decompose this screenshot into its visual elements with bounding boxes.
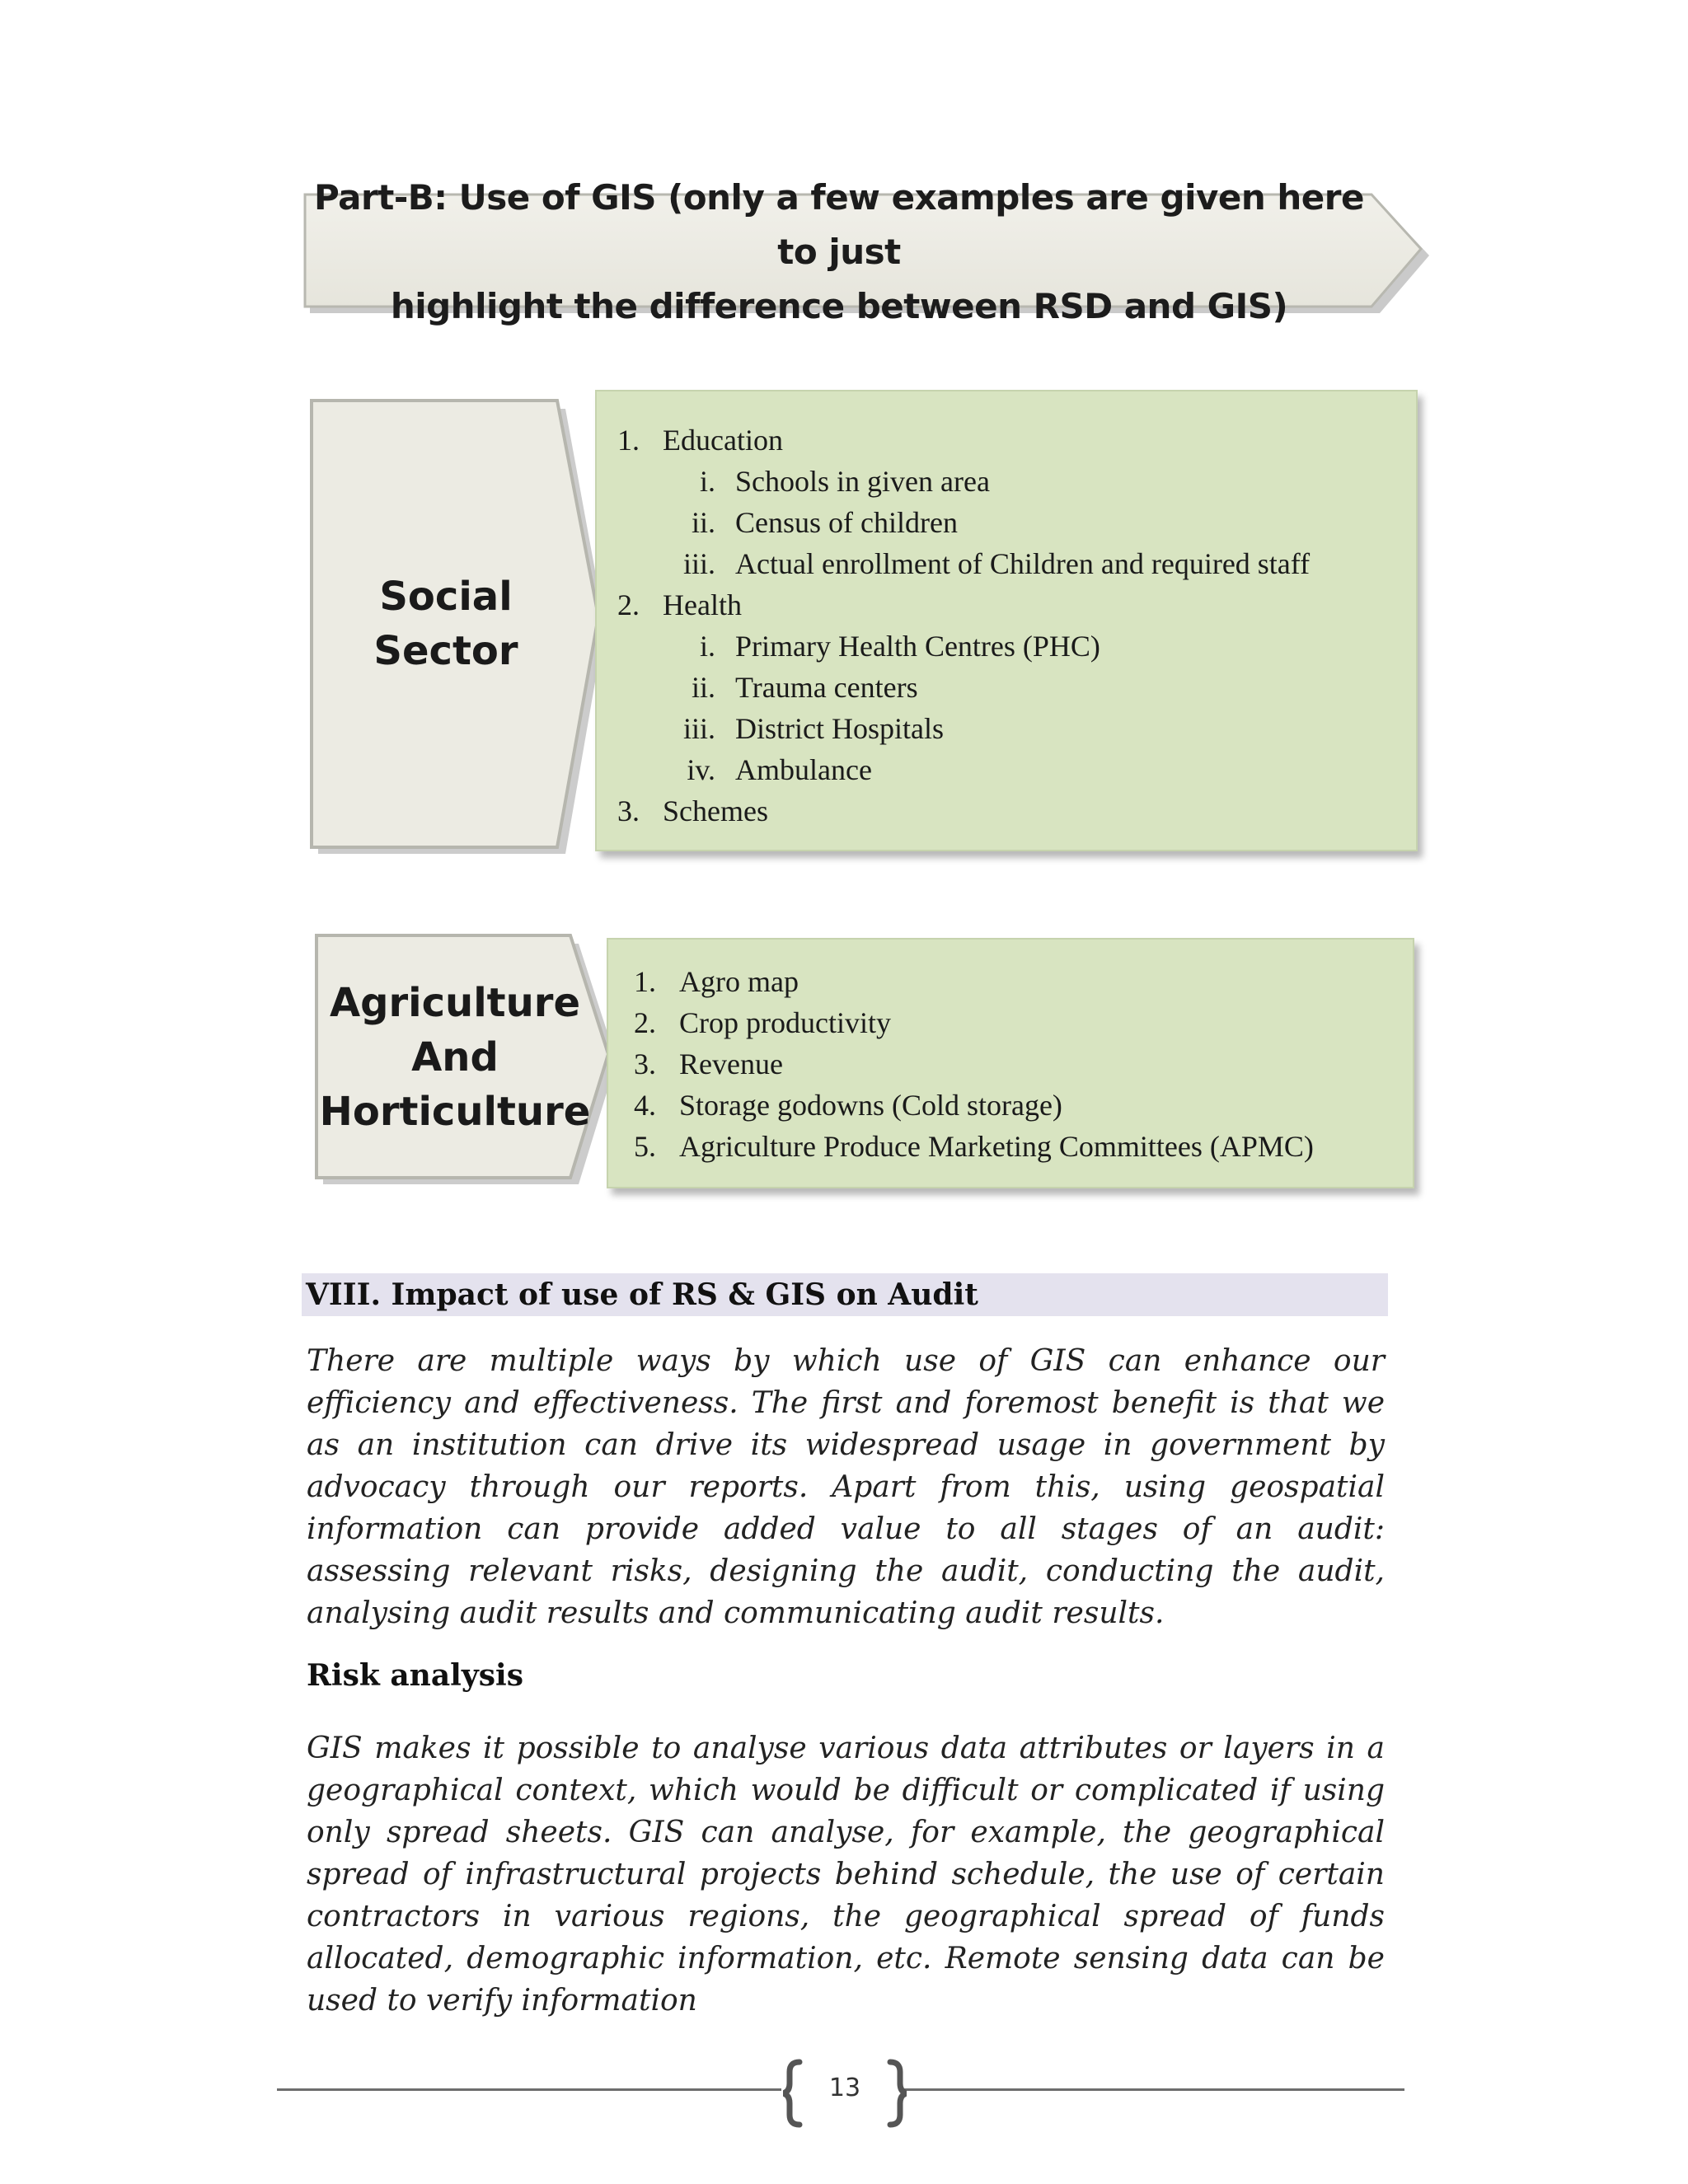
impact-paragraph: There are multiple ways by which use of GIS can enhance our efficiency and effectiveness. The first and foremost benefit is that we as an institution can drive its widespread usage in government by advocacy through our reports. Apart from this, using geospatial information can provide added value to all stages of an audit: assessing relevant risks, designing the audit, conducting the audit, analysing audit results and communicating audit results. (307, 1344, 1385, 1630)
agriculture-list-item-number: 5. (634, 1130, 656, 1163)
social-list-item-number: ii. (691, 671, 715, 704)
agriculture-list-item-number: 1. (634, 965, 656, 998)
social-list-item-text: Actual enrollment of Children and required staff (735, 547, 1311, 580)
agriculture-list-item-number: 3. (634, 1047, 656, 1080)
risk-analysis-heading: Risk analysis (307, 1658, 523, 1693)
social-list-item-text: Trauma centers (735, 671, 918, 704)
social-list-item-text: Ambulance (735, 753, 872, 786)
banner-title (303, 177, 1375, 326)
social-list-item-text: Education (663, 424, 783, 457)
agriculture-list-item-text: Agriculture Produce Marketing Committees (APMC) (679, 1130, 1314, 1163)
agriculture-list (607, 938, 1414, 1188)
section-heading: VIII. Impact of use of RS & GIS on Audit (302, 1273, 1388, 1316)
social-list-item-number: i. (699, 465, 715, 498)
banner-title-line1: Part-B: Use of GIS (only a few examples are given here to just (314, 177, 1364, 272)
social-list-item-text: Schemes (663, 794, 768, 827)
agriculture-label-line1: Agriculture (329, 980, 581, 1026)
agriculture-label-line3: Horticulture (319, 1089, 591, 1135)
social-label-line2: Sector (373, 628, 518, 674)
social-list-item-number: iv. (687, 753, 715, 786)
social-list-item-number: iii. (682, 547, 715, 580)
social-list-item-text: District Hospitals (735, 712, 944, 745)
agriculture-list-item-number: 2. (634, 1006, 656, 1039)
footer-line-left (277, 2088, 781, 2091)
social-label-line1: Social (379, 574, 513, 620)
agriculture-list-item-text: Storage godowns (Cold storage) (679, 1089, 1062, 1122)
page-number: 13 (828, 2074, 861, 2102)
social-sector-list (595, 390, 1418, 851)
social-sector-chevron (310, 399, 608, 862)
social-list-item-text: Health (663, 588, 742, 621)
agriculture-list-item-text: Crop productivity (679, 1006, 891, 1039)
social-list-item-number: iii. (682, 712, 715, 745)
agriculture-list-item-text: Revenue (679, 1047, 783, 1080)
agriculture-label-line2: And (411, 1034, 499, 1080)
agriculture-label (315, 934, 595, 1181)
social-list-item-number: 3. (617, 794, 640, 827)
social-list-item-text: Census of children (735, 506, 958, 539)
social-list-item-number: i. (699, 630, 715, 663)
part-b-banner (303, 177, 1437, 326)
risk-analysis-paragraph: GIS makes it possible to analyse various data attributes or layers in a geographical context, which would be difficult or complicated if using only spread sheets. GIS can analyse, for example, the geographical spread of infrastructural projects behind schedule, the use of certain contractors in various regions, the geographical spread of funds allocated, demographic information, etc. Remote sensing data can be used to verify information (307, 1732, 1385, 2018)
banner-title-line2: highlight the difference between RSD and GIS) (390, 286, 1288, 326)
agriculture-list-item-number: 4. (634, 1089, 656, 1122)
agriculture-chevron (315, 934, 620, 1191)
social-list-item-text: Schools in given area (735, 465, 990, 498)
social-sector-label (310, 399, 582, 849)
social-list-item-number: ii. (691, 506, 715, 539)
social-list-item-text: Primary Health Centres (PHC) (735, 630, 1100, 663)
social-list-item-number: 2. (617, 588, 640, 621)
social-list-item-number: 1. (617, 424, 640, 457)
agriculture-list-item-text: Agro map (679, 965, 799, 998)
footer-line-right (900, 2088, 1404, 2091)
